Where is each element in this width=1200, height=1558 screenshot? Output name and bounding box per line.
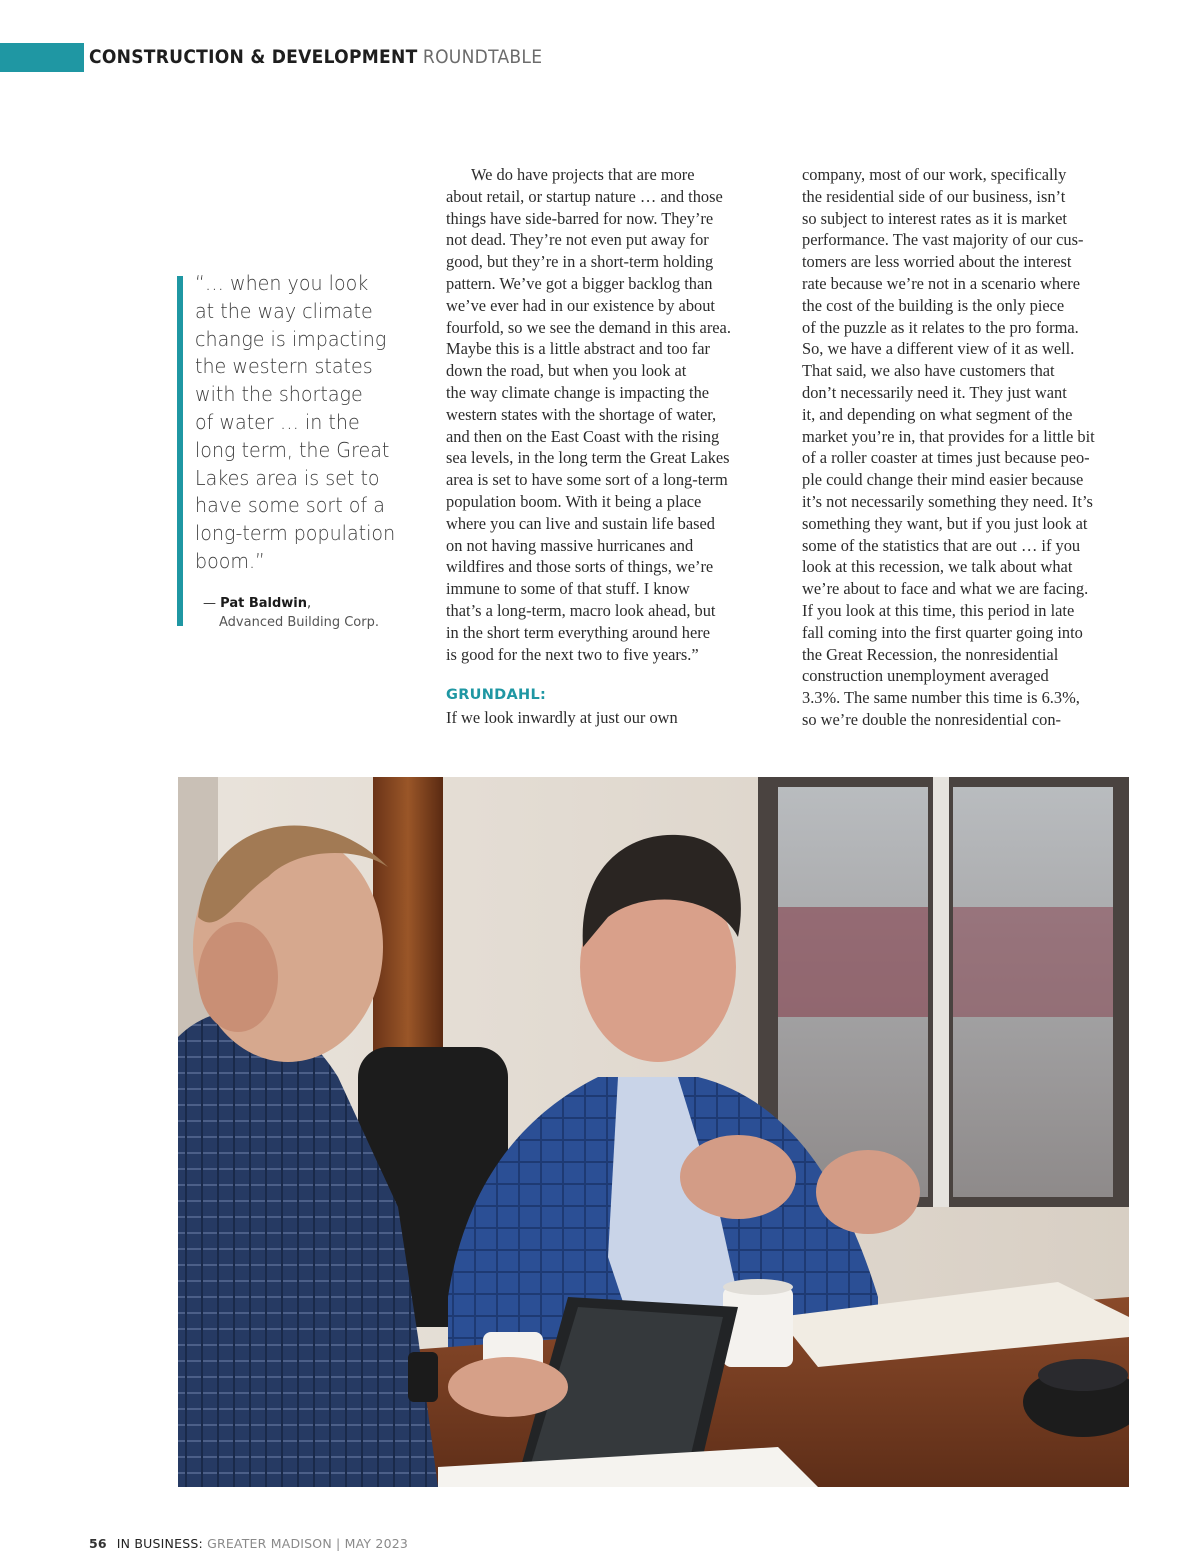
body-line: company, most of our work, specifically	[802, 165, 1067, 184]
pull-quote-line: long term, the Great	[195, 437, 390, 462]
body-line: things have side-barred for now. They’re	[446, 208, 714, 228]
body-line: so subject to interest rates as it is market	[802, 208, 1067, 228]
body-line: market you’re in, that provides for a little bit	[802, 426, 1095, 446]
body-line: 3.3%. The same number this time is 6.3%,	[802, 688, 1080, 708]
body-line: where you can live and sustain life based	[446, 513, 715, 533]
pull-quote-line: boom.”	[195, 548, 265, 573]
publication-edition: GREATER MADISON | MAY 2023	[202, 1536, 409, 1551]
attribution-organization: Advanced Building Corp.	[219, 614, 379, 630]
body-line: is good for the next two to five years.”	[446, 644, 699, 664]
body-line: and then on the East Coast with the rising	[446, 426, 720, 446]
body-line: If we look inwardly at just our own	[446, 708, 678, 728]
body-line: we’re about to face and what we are facing.	[802, 579, 1089, 599]
body-line: something they want, but if you just look at	[802, 513, 1088, 533]
body-line: wildfires and those sorts of things, we’re	[446, 557, 714, 577]
body-line: immune to some of that stuff. I know	[446, 579, 690, 599]
body-line: performance. The vast majority of our cus-	[802, 230, 1084, 250]
pull-quote-line: long-term population	[195, 521, 396, 546]
pull-quote-line: with the shortage	[195, 382, 363, 407]
body-line: Maybe this is a little abstract and too far	[446, 339, 710, 359]
body-line: western states with the shortage of water,	[446, 404, 717, 424]
page-footer	[89, 1536, 408, 1551]
article-column-1	[446, 164, 768, 729]
article-column-2	[802, 164, 1128, 731]
body-line: of the puzzle as it relates to the pro forma.	[802, 317, 1079, 337]
body-line: fourfold, so we see the demand in this area.	[446, 317, 731, 337]
body-line: That said, we also have customers that	[802, 361, 1055, 381]
pull-quote-line: change is impacting	[195, 326, 387, 351]
attribution-comma: ,	[307, 595, 312, 611]
body-line: on not having massive hurricanes and	[446, 535, 694, 555]
body-line: it, and depending on what segment of the	[802, 404, 1073, 424]
roundtable-photo	[178, 777, 1129, 1487]
body-line: construction unemployment averaged	[802, 666, 1049, 686]
body-line: about retail, or startup nature … and those	[446, 186, 723, 206]
pull-quote	[177, 271, 417, 630]
body-line: tomers are less worried about the interest	[802, 252, 1072, 272]
page-number: 56	[89, 1536, 107, 1551]
body-line: so we’re double the nonresidential con-	[802, 709, 1061, 729]
body-line: sea levels, in the long term the Great Lakes	[446, 448, 730, 468]
section-color-bar	[0, 43, 84, 72]
speaker-label: GRUNDAHL:	[446, 687, 547, 704]
pull-quote-line: the western states	[195, 354, 373, 379]
body-line: the way climate change is impacting the	[446, 382, 710, 402]
body-line: of a roller coaster at times just because peo-	[802, 448, 1090, 468]
body-line: we’ve ever had in our existence by about	[446, 295, 715, 315]
body-line: fall coming into the first quarter going into	[802, 622, 1083, 642]
body-line: in the short term everything around here	[446, 622, 710, 642]
section-title: CONSTRUCTION & DEVELOPMENT	[89, 46, 418, 68]
attribution-name: Pat Baldwin	[220, 595, 307, 611]
body-line: rate because we’re not in a scenario where	[802, 273, 1081, 293]
body-line: the residential side of our business, isn’t	[802, 186, 1066, 206]
body-line: If you look at this time, this period in late	[802, 600, 1075, 620]
body-line: down the road, but when you look at	[446, 361, 687, 381]
body-line: the cost of the building is the only piece	[802, 295, 1065, 315]
section-subtitle: ROUNDTABLE	[422, 46, 543, 68]
pull-quote-line: of water … in the	[195, 409, 360, 434]
body-line: not dead. They’re not even put away for	[446, 230, 709, 250]
body-line: it’s not necessarily something they need. It’s	[802, 491, 1093, 511]
body-line: So, we have a different view of it as well.	[802, 339, 1075, 359]
pull-quote-text	[195, 270, 414, 576]
publication-name: IN BUSINESS:	[116, 1536, 203, 1551]
attribution-dash: —	[203, 595, 221, 611]
body-line: look at this recession, we talk about what	[802, 557, 1073, 577]
body-line: population boom. With it being a place	[446, 491, 702, 511]
body-line: ple could change their mind easier because	[802, 470, 1084, 490]
body-line: don’t necessarily need it. They just want	[802, 382, 1067, 402]
body-line: the Great Recession, the nonresidential	[802, 644, 1059, 664]
pull-quote-line: “… when you look	[195, 271, 369, 295]
body-line: area is set to have some sort of a long-term	[446, 470, 728, 490]
body-line: that’s a long-term, macro look ahead, but	[446, 600, 716, 620]
pull-quote-attribution	[203, 594, 417, 632]
body-line: We do have projects that are more	[471, 165, 695, 184]
pull-quote-line: have some sort of a	[195, 493, 385, 518]
pull-quote-line: Lakes area is set to	[195, 465, 380, 490]
body-line: good, but they’re in a short-term holding	[446, 252, 714, 272]
body-line: some of the statistics that are out … if you	[802, 535, 1081, 555]
section-header	[89, 46, 542, 68]
body-line: pattern. We’ve got a bigger backlog than	[446, 273, 713, 293]
pull-quote-line: at the way climate	[195, 298, 373, 323]
